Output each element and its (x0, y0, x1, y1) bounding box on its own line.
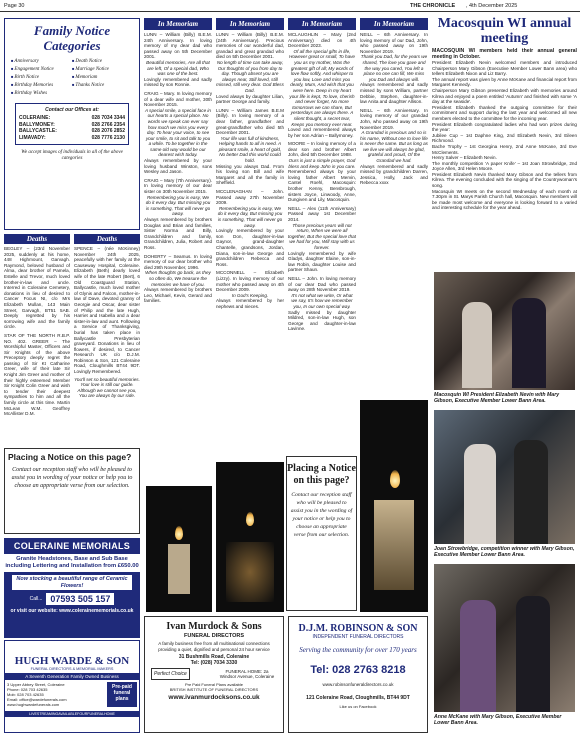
memoriam-name: MOORE – In loving memory of a dear son and brother Albert John, died 5th December 1988. (288, 141, 356, 158)
category-lists (5, 53, 139, 97)
ivan-murdock-ad (144, 616, 284, 733)
candle-glow (226, 542, 274, 602)
office-contacts (15, 103, 129, 145)
ivan-murdock-desc: A family business free from all multinational connections providing a quiet, dignified and personal 24 hour service (158, 641, 270, 652)
hugh-warde-tagline: A Seventh Generation Family Owned Business (5, 673, 139, 680)
perfect-choice-logo: Perfect Choice (151, 668, 190, 680)
photo-figure (462, 302, 492, 388)
photo-caption-2: Joan Strowbridge, competition winner with Mary Gibson, Executive Member Lower Bann Area. (434, 546, 575, 558)
hugh-warde-ad (4, 640, 140, 733)
memoriam-name: NEILL – 6th Anniversary. In loving memory of our grandad John, who passed away on 19th November 2019. (360, 107, 428, 130)
memoriam-verse: Thank you Dad, for the years we shared, The love you gave and the way you cared, You left a place no one can fill, We miss you Dad and always will. (360, 54, 428, 82)
category-item: ■ Memoriam (72, 73, 133, 81)
memoriam-heading: In Memoriam (216, 18, 284, 30)
memoriam-sign: Always remembered by your loving husband Winston, sons Wesley and Jason. (144, 158, 212, 175)
placing-notice-heading: Placing a Notice on this page? (8, 452, 132, 462)
ivan-murdock-assoc: BRITISH INSTITUTE OF FUNERAL DIRECTORS (169, 687, 259, 692)
memoriam-sign: Always remembered by her nephews and nieces. (216, 298, 284, 309)
article-title: Macosquin WI annual meeting (437, 16, 572, 46)
memoriam-name: CRAIG – Mary. In loving memory of a dear wife and mother, 30th November 2015. (144, 90, 212, 108)
memoriam-verse: Ours is just a simple prayer, God bless and keep John in you care. (288, 158, 356, 169)
memoriam-sign: Missing you always Dad. From his loving son Bill and wife Margaret and all the family in Sheffield. (216, 163, 284, 186)
hugh-warde-address: 3 Upper Abbey Street, Coleraine (7, 682, 65, 687)
memoriam-sign: Always remembered by brothers Douglas and Brian and families, Sister Norma and Billy, Grandchildren and family, Grandchildren, Julia, Robert and Ross. (144, 217, 212, 250)
issue-date: , 4th December 2025 (466, 3, 518, 9)
death-notice-greer: STAR OF THE NORTH R.B.P. NO. 402. GREER – The Worshipful Master, Officers and Sir Knights of the above Preceptory deeply regret the passing of Sir Kt Catharine Greer, wife of their late Sir Knight Jim Greer and mother of their highly esteemed Member Sir Knight Colin Greer and wish to tender their deepest sympathies to him and all the family circle at this time. Martin McLean W.M. Geoffrey McAllister D.M. (4, 332, 70, 417)
article-paragraph: Macosquin WI meets on the second Wednesday of each month at 7.30pm in St. Marys Parish Church hall, Macosquin. New members will be made most welcome and everyone is looking forward to a varied and interesting schedule for the year ahead. (432, 188, 577, 211)
candle-wax (168, 544, 190, 594)
category-item: ■ Birth Notice (11, 73, 72, 81)
djm-robinson-facebook[interactable]: Like us on Facebook (339, 704, 377, 709)
placing-notice-body: Contact our reception staff who will be pleased to assist you in wording of your notice or help you to choose an appropriate verse from our selection. (11, 467, 133, 489)
memoriam-heading: In Memoriam (288, 18, 356, 30)
memoriam-sign: Remembered always by your loving father Albert Mervin, Cantel Roehl, Macosquin: brother Kenny, Bensbrough, sisters Joyce, Linwoody, Anne, Dungiven and Lily, Macosquin. (288, 169, 356, 203)
candle-flame (390, 470, 400, 488)
article-paragraph: Chairperson Mary Gibson presented Elizabeth with memories around Kilrea and enjoyed a poem entitled 'Autumn' and finished with some 'A day at the seaside'. (432, 87, 577, 105)
coleraine-memorials-now: Now stocking a beautiful range of Ceramic Flowers! (12, 575, 132, 590)
ivan-murdock-address: 31 Bushmills Road, Coleraine (178, 654, 250, 660)
category-item: ■ Marriage Notice (72, 65, 133, 73)
djm-robinson-name: D.J.M. ROBINSON & SON (298, 623, 418, 634)
ivan-murdock-name: Ivan Murdock & Sons (166, 621, 262, 632)
office-phone[interactable]: 028 2076 2852 (91, 128, 125, 134)
family-notice-footer: We accept images of individuals in all of the above categories (21, 150, 123, 161)
article-paragraph: The monthly competition 'A paper Knife' – 1st Joan Strowbridge, 2nd Joyce Allen, 3rd Helen Moore. (432, 160, 577, 172)
hugh-warde-mobile[interactable]: Mob: 028 703 42635 (7, 692, 44, 697)
office-name: LIMAVADY: (19, 134, 46, 141)
memoriam-verse: Your life was full of kindness, Helping hands to all in need. A pleasant smile, a heart of gold, No better Dad this world could hold. (218, 135, 282, 164)
category-list-right (72, 57, 133, 97)
memoriam-sign: Always remembered by brothers Leo, Michael, Kevin, Gerard and families. (144, 287, 212, 304)
memoriam-name: LUNN – William (Billy) B.E.M. 24th Anniversary. In loving memory of my dear dad who passed away on 5th December 2001. (144, 32, 212, 60)
memoriam-name: CRAIG – Mary (7th Anniversary). In loving memory of our dear sister on 30th November 2015. (144, 177, 212, 195)
hugh-warde-contact (7, 682, 107, 707)
memoriam-verse: When thoughts go back, as they so often do, We treasure the memories we have of you. (145, 270, 211, 287)
ivan-murdock-plans: Pre Paid Funeral Plans available (184, 682, 244, 687)
memoriam-column-2 (216, 18, 284, 458)
candle-photo (146, 486, 212, 612)
memoriam-sign: Sadly missed by daughter Mildred, son-in-law Hugh, son George and daughter-in-law Lavinne. (288, 309, 356, 332)
ivan-murdock-sub: FUNERAL DIRECTORS (184, 633, 244, 639)
photo-joan-strowbridge (434, 410, 575, 544)
memoriam-column-3 (288, 18, 356, 454)
article-paragraph: President Elizabeth congratulated ladies who had won prizes during the year: (432, 121, 577, 133)
memoriam-sign: Always remembered and sadly missed by sons William, partner Debbie, Stephen, daughter-in-law Anita and daughter Allison. (360, 82, 428, 105)
office-row (19, 135, 125, 142)
office-phone[interactable]: 028 7776 2130 (91, 134, 125, 141)
memoriam-name: LUNN – William James B.E.M (Billy). In loving memory of a dear father, grandfather and great-grandfather who died 5th December 2001. (216, 107, 284, 136)
candle-photo (216, 462, 284, 612)
paper-name: THE CHRONICLE (410, 3, 456, 9)
pre-paid-plans-badge: Pre-paid funeral plans (107, 682, 137, 707)
death-notice-verse: You'll set so beautiful memories. Your love is still our guide. Although we cannot see you, You are always by our side. (74, 376, 140, 399)
death-notice-spence: SPENCE – (née McKinney) November 24th 2025, peacefully with her family at the Causeway Hospital, Coleraine. Elizabeth (Beth) dearly loved wife of the late Robert (Bert), 6 Old Coastguard Station, Ballycastle, much loved mother of Glynis and Falcon, mother-in-law of Dave, devoted granny of Georgie and Oscar, dear sister of Philip and the late Hugh, Harriet and Isabella and a dear sister-in-law and aunt. Following a Service of Thanksgiving, burial has taken place in Ballycastle Presbyterian graveyard. Donations in lieu of flowers, if desired, to Cancer Research UK c/o D.J.M. Robinson & Son, 121 Coleraine Road, Cloughmills BT44 9DT. Lovingly Remembered. (74, 246, 140, 375)
memoriam-verse: In God's Keeping. (231, 292, 269, 298)
category-item: ■ Engagement Notice (11, 65, 72, 73)
memoriam-verse: No length of time can take away, Our thoughts of you from day to day. Though absent you are always near, Still loved, still missed, still very dear. God Bless Dad. (216, 59, 284, 93)
deaths-heading: Deaths (74, 234, 140, 244)
death-notice-begley: BEGLEY – (23rd November 2025, suddenly at his home, 448 Highmount, Garvagh. Raymond, beloved husband of Alma, dear brother of Pamela, Estelle and Trevor, much loved brother-in-law and uncle. Interred in Coleraine Cemetery, donations in lieu of desired to Cancer Focus NI, c/o Mrs Elizabeth Mullan, 143 Main Street, Garvagh, BT51 5AB. Deeply regretted by his sorrowing wife and the family circle. (4, 246, 70, 330)
memoriam-verse: Beautiful memories, Are all that are left, Of a special dad, Who was one of the best. (146, 59, 210, 77)
coleraine-memorials-name: COLERAINE MEMORIALS (13, 541, 131, 551)
memoriam-heading: In Memoriam (144, 18, 212, 30)
office-name: BALLYCASTLE: (19, 128, 57, 134)
memoriam-verse: Remembering you is easy, We do it every day, But missing you is something, That will never go away. (217, 205, 283, 228)
photo-anne-mckane (434, 564, 575, 712)
djm-robinson-sub: INDEPENDENT FUNERAL DIRECTORS (312, 634, 404, 640)
page-number: Page 30 (4, 3, 25, 9)
office-phone[interactable]: 028 2766 2354 (91, 121, 125, 128)
memoriam-verse: It's not what we write, Or what we say, It's how we remember you, In our own special way. (291, 292, 353, 309)
candle-wax (374, 500, 414, 590)
coleraine-memorials-ad (4, 538, 140, 638)
memoriam-column-4 (360, 18, 428, 396)
category-item: ■ Anniversary (11, 57, 72, 65)
memoriam-verse: Of all the special gifts in life, However great or small, To have you as my mother, Was the greatest gift of all; My words of love flow softly, And whisper to you low, Love and miss you dearly, Mum, And wish that you were here. Deep in my heart your life is kept, To love, cherish and never forget, No more tomorrows we can share, But yesterdays are always there. A silent thought, a secret tear, Keeps you memory ever near. (289, 48, 355, 127)
photo-figure (464, 444, 496, 544)
photo-figure (512, 298, 546, 388)
hugh-warde-email[interactable]: Email: office@wardefunerals.com (7, 697, 67, 702)
djm-robinson-tagline: Serving the community for over 170 years (299, 646, 417, 654)
ivan-murdock-phone[interactable]: Tel: (028) 7034 3330 (190, 660, 238, 666)
photo-caption-3: Anne McKane with Mary Gibson, Executive Member Lower Bann Area. (434, 714, 562, 726)
memoriam-verse: A Grandad is precious and so is his name, Without one to love life is never the same. But as long as we live we will always be glad, grateful and proud, Of the Grandad we had. (360, 130, 428, 164)
memoriam-heading: In Memoriam (360, 18, 428, 30)
office-phone[interactable]: 028 7034 3344 (91, 115, 125, 121)
category-item: ■ Death Notice (72, 57, 133, 65)
article-paragraph: The annual report was given by Anne McKane and financial report from Margaret Kennedy. (432, 76, 577, 88)
placing-notice-box (4, 448, 140, 534)
category-item: ■ Birthday Memories (11, 81, 72, 89)
hugh-warde-details (5, 680, 139, 709)
memoriam-name: NEILL – Alex (11th Anniversary) Passed away 1st December 2014. (288, 205, 356, 222)
hugh-warde-subtitle: FUNERAL DIRECTORS & MEMORIAL MAKERS (30, 667, 114, 671)
candle-flame (246, 512, 254, 526)
memoriam-name: NEILL – John. In loving memory of our dear Dad who passed away on 28th November 2019. (288, 275, 356, 293)
deaths-column-1 (4, 234, 70, 446)
djm-robinson-phone[interactable]: Tel: 028 2763 8218 (310, 664, 406, 676)
candle-photo (360, 400, 428, 612)
photo-figure (516, 596, 550, 712)
call-label: Call... (29, 596, 43, 602)
page-header (0, 0, 580, 12)
photo-president-nevin (434, 272, 575, 390)
coleraine-website[interactable]: or visit our website: www.colerainememorials.co.uk (10, 608, 134, 614)
ivan-murdock-website[interactable]: www.ivanmurdocksons.co.uk (168, 694, 260, 701)
placing-notice-box-2 (286, 456, 357, 611)
memoriam-verse: Those precious years will not return, When we were all together, But the special love that we had for you, Will stay with us forever. (288, 222, 356, 250)
memoriam-sign: Always remembered and sadly missed by grandchildren Darren, Jessica, Holly, Jack and Rebecca xxxx (360, 163, 428, 186)
deaths-column-2 (74, 234, 140, 446)
memoriam-verse: Remembering you is easy, We do it every day. But missing you is something, That will never go away. (145, 194, 211, 217)
memoriam-verse: A special smile, a special face in our hearts a special place. No words we speak can ever say how much we miss you every day. To hear your voice, to see your smile, to sit and talk to you a while. To be together in the same old way would be our dearest wish today. (145, 107, 211, 158)
category-list-left (11, 57, 72, 97)
photo-figure (460, 600, 496, 712)
djm-robinson-ad (288, 616, 428, 733)
placing-notice-heading: Placing a Notice on this page? (287, 463, 356, 486)
memoriam-name: MCCLENAGHAN – John. Passed away 27th November 2009. (216, 189, 284, 206)
memoriam-name: DOHERTY – Seamus. In loving memory of our dear brother who died 29th November, 1996. (144, 253, 212, 270)
hugh-warde-livestream: LIVESTREAMINGAVAILABLEFOURFUNERALHOME (5, 711, 139, 717)
memoriam-name: MCLAUGHLIN – Mary (2nd Anniversary) died on 4th December 2023. (288, 32, 356, 49)
category-item: ■ Birthday Wishes (11, 89, 72, 97)
deaths-heading: Deaths (4, 234, 70, 244)
djm-robinson-address: 121 Coleraine Road, Cloughmills, BT44 9DT (306, 695, 410, 701)
coleraine-call (4, 593, 140, 605)
article-paragraph: Jubilee Cup – 1st Daphne King, 2nd Elizabeth Nevin, 3rd Eileen Richmond. (432, 132, 577, 144)
office-heading: Contact our Offices at: (45, 107, 99, 113)
office-name: BALLYMONEY: (19, 121, 55, 128)
article-paragraph: Henry Salver – Elizabeth Nevin. (432, 155, 497, 161)
djm-robinson-website[interactable]: www.robinsonfuneraldirectors.co.uk (322, 682, 394, 687)
placing-notice-body: Contact our reception staff who will be pleased to assist you in the wording of your notice or help you to choose an appropriate verse from our selection. (290, 492, 353, 538)
memoriam-name: LUNN – William (Billy) B.E.M. (24th Anniversary). Precious memories of our wonderful dad, grandad and great grandad who died on 5th December 2001. (216, 32, 284, 60)
article-lead: MACOSQUIN WI members held their annual general meeting in October. (432, 48, 577, 60)
hugh-warde-logo: HUGH WARDE & SON (14, 655, 130, 667)
hugh-warde-website[interactable]: www.hughwardefunerals.com (7, 702, 60, 707)
coleraine-phone[interactable]: 07593 505 157 (46, 593, 114, 605)
photo-figure (514, 440, 548, 544)
photo-caption-1: Macosquin WI President Elizabeth Nevin with Mary Gibson, Executive Member Lower Bann Area. (434, 392, 560, 404)
family-notice-title: Family Notice Categories (33, 23, 111, 53)
memoriam-name: MCCONNELL – Elizabeth (Lizzy). In loving memory of our mother who passed away on 4th December 2009. (216, 270, 284, 293)
ivan-murdock-home: FUNERAL HOME: 2a Windsor Avenue, Coleraine (219, 668, 275, 679)
hugh-warde-phone[interactable]: Phone: 028 703 42635 (7, 687, 48, 692)
coleraine-memorials-offer: Granite Headstones, Base and Sub Base including Lettering and Installation from £650.00 (4, 554, 140, 572)
category-item: ■ Thanks Notice (72, 81, 133, 89)
memoriam-sign: Loved always by daughter Lilian, partner George and family. (216, 93, 284, 105)
memoriam-sign: Lovingly remembered by your son Don, daughter-in-law Gaynor, grand-daughter Chantelle, grandsons, Jordan, Diana, son-in-law George and grandchildren Rebecca and Ross. (216, 228, 284, 267)
family-notice-box (4, 18, 140, 230)
article-paragraph: President Elizabeth thanked the outgoing committee for their commitment and support during the last year and welcomed all new members elected to the committee for the incoming year. (432, 104, 577, 121)
memoriam-column-1 (144, 18, 212, 480)
memoriam-sign: Lovingly remembered by wife Gladys, daughter Elaine, son-in-law Robin, daughter Louise and partner Shaun. (288, 250, 356, 273)
memoriam-name: NEILL – 6th Anniversary. In loving memory of our Dad, John, who passed away on 19th November 2019. (360, 32, 428, 54)
article-paragraph: Bache Trophy – 1st Georgina Henry, 2nd Anne McKane, 3rd Eve McClements. (432, 143, 577, 155)
memoriam-sign: Lovingly remembered and sadly missed by son Ronnie. (144, 76, 212, 88)
candle-flame (175, 526, 183, 540)
office-name: COLERAINE: (19, 115, 51, 121)
article-paragraph: President Elizabeth Nevin thanked Mary Gibson and the tellers from Kilrea. The evening concluded with the singing of the Countrywoman's song. (432, 171, 577, 189)
memoriam-sign: Loved and remembered always by her son Adrian – Ballymoney. (288, 127, 356, 138)
article-paragraph: President Elizabeth Nevin welcomed members and introduced Chairperson Mary Gibson (Executive Member Lower Bann area) who tellers Elizabeth Nixon and Liz Barry. (432, 60, 577, 77)
